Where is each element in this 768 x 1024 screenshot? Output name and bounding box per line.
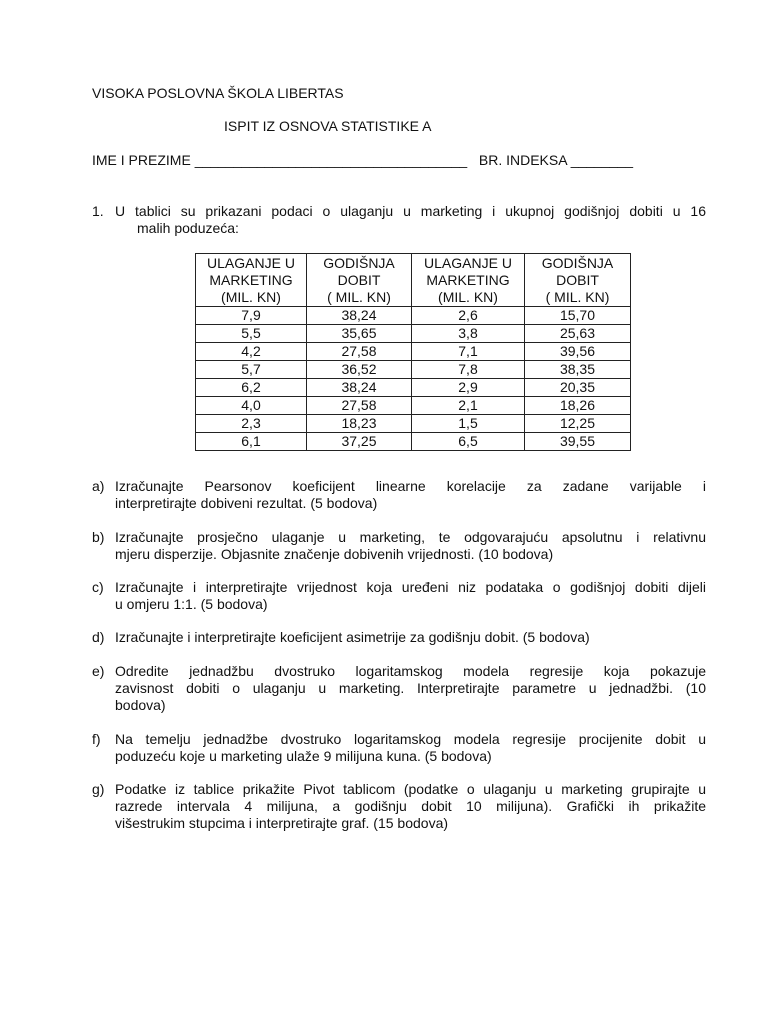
- table-cell: 38,24: [307, 379, 412, 397]
- name-label: IME I PREZIME: [92, 152, 191, 168]
- table-cell: 3,8: [412, 325, 525, 343]
- task-letter: g): [92, 781, 105, 797]
- task-text-line: višestrukim stupcima i interpretirajte graf. (15 bodova): [115, 815, 449, 831]
- table-cell: 36,52: [307, 361, 412, 379]
- task-text-line: Izračunajte Pearsonov koeficijent linearne korelacije za zadane varijable i: [115, 478, 706, 494]
- table-cell: 5,7: [196, 361, 307, 379]
- task-text: [115, 529, 706, 563]
- exam-title: ISPIT IZ OSNOVA STATISTIKE A: [224, 118, 432, 134]
- table-cell: 15,70: [525, 307, 631, 325]
- table-cell: 5,5: [196, 325, 307, 343]
- table-cell: 18,26: [525, 397, 631, 415]
- table-cell: 4,0: [196, 397, 307, 415]
- data-table: [195, 253, 631, 451]
- table-cell: 7,8: [412, 361, 525, 379]
- table-cell: 25,63: [525, 325, 631, 343]
- table-cell: 7,1: [412, 343, 525, 361]
- table-cell: 27,58: [307, 397, 412, 415]
- task-text-line: mjeru disperzije. Objasnite značenje dobivenih vrijednosti. (10 bodova): [115, 546, 554, 562]
- table-cell: 38,35: [525, 361, 631, 379]
- table-cell: 27,58: [307, 343, 412, 361]
- task-text-line: razrede intervala 4 milijuna, a godišnju dobit 10 milijuna). Grafički ih prikažite: [115, 798, 706, 814]
- task-text: [115, 781, 706, 832]
- table-cell: 2,1: [412, 397, 525, 415]
- task-b: [92, 529, 706, 563]
- task-e: [92, 663, 706, 714]
- table-cell: 38,24: [307, 307, 412, 325]
- table-cell: 39,55: [525, 433, 631, 451]
- task-text: [115, 629, 706, 646]
- table-cell: 18,23: [307, 415, 412, 433]
- table-cell: 1,5: [412, 415, 525, 433]
- table-cell: 6,2: [196, 379, 307, 397]
- table-row: [196, 379, 631, 397]
- task-text-line: Izračunajte prosječno ulaganje u marketing, te odgovarajuću apsolutnu i relativnu: [115, 529, 706, 545]
- task-text-line: Na temelju jednadžbe dvostruko logaritamskog modela regresije procijenite dobit u: [115, 731, 706, 747]
- table-cell: 20,35: [525, 379, 631, 397]
- task-text-line: Izračunajte i interpretirajte koeficijent asimetrije za godišnju dobit. (5 bodova): [115, 629, 590, 645]
- table-cell: 7,9: [196, 307, 307, 325]
- table-row: [196, 307, 631, 325]
- header-cell: GODIŠNJA DOBIT ( MIL. KN): [307, 254, 412, 307]
- task-letter: e): [92, 663, 105, 679]
- header-cell: ULAGANJE U MARKETING (MIL. KN): [196, 254, 307, 307]
- task-c: [92, 579, 706, 613]
- task-text-line: zavisnost dobiti o ulaganju u marketing. Interpretirajte parametre u jednadžbi. (10: [115, 680, 706, 696]
- task-d: [92, 629, 706, 646]
- school-name: VISOKA POSLOVNA ŠKOLA LIBERTAS: [92, 85, 344, 101]
- table-cell: 39,56: [525, 343, 631, 361]
- task-letter: f): [92, 731, 101, 747]
- task-text: [115, 478, 706, 512]
- task-text-line: Odredite jednadžbu dvostruko logaritamskog modela regresije koja pokazuje: [115, 663, 706, 679]
- question-text-line1: U tablici su prikazani podaci o ulaganju u marketing i ukupnoj godišnjoj dobiti u 16: [115, 203, 706, 219]
- table-row: [196, 343, 631, 361]
- table-cell: 35,65: [307, 325, 412, 343]
- table-cell: 2,9: [412, 379, 525, 397]
- table-row: [196, 397, 631, 415]
- task-g: [92, 781, 706, 832]
- task-letter: b): [92, 529, 105, 545]
- header-cell: ULAGANJE U MARKETING (MIL. KN): [412, 254, 525, 307]
- table-cell: 12,25: [525, 415, 631, 433]
- table-header-row: [196, 254, 631, 307]
- name-blank: ___________________________________: [194, 152, 468, 168]
- task-text: [115, 579, 706, 613]
- task-letter: c): [92, 579, 104, 595]
- table-cell: 6,1: [196, 433, 307, 451]
- table-cell: 6,5: [412, 433, 525, 451]
- table-cell: 2,6: [412, 307, 525, 325]
- task-text-line: poduzeću koje u marketing ulaže 9 milijuna kuna. (5 bodova): [115, 748, 492, 764]
- index-blank: ________: [570, 152, 633, 168]
- task-letter: d): [92, 629, 105, 645]
- task-text: [115, 731, 706, 765]
- task-a: [92, 478, 706, 512]
- index-label: BR. INDEKSA: [478, 152, 567, 168]
- table-cell: 37,25: [307, 433, 412, 451]
- question-text: [115, 203, 706, 237]
- task-text-line: bodova): [115, 697, 166, 713]
- task-text: [115, 663, 706, 714]
- question-number: 1.: [92, 203, 104, 219]
- table-cell: 4,2: [196, 343, 307, 361]
- question-text-line2: malih poduzeća:: [137, 220, 239, 236]
- table-row: [196, 325, 631, 343]
- table-row: [196, 433, 631, 451]
- table-row: [196, 361, 631, 379]
- task-text-line: Podatke iz tablice prikažite Pivot tablicom (podatke o ulaganju u marketing grupirajte u: [115, 781, 706, 797]
- task-letter: a): [92, 478, 105, 494]
- task-text-line: u omjeru 1:1. (5 bodova): [115, 596, 268, 612]
- task-text-line: Izračunajte i interpretirajte vrijednost koja uređeni niz podataka o godišnjoj dobiti dijeli: [115, 579, 706, 595]
- name-index-row: [92, 152, 633, 168]
- table-row: [196, 415, 631, 433]
- task-text-line: interpretirajte dobiveni rezultat. (5 bodova): [115, 495, 378, 511]
- task-f: [92, 731, 706, 765]
- header-cell: GODIŠNJA DOBIT ( MIL. KN): [525, 254, 631, 307]
- table-cell: 2,3: [196, 415, 307, 433]
